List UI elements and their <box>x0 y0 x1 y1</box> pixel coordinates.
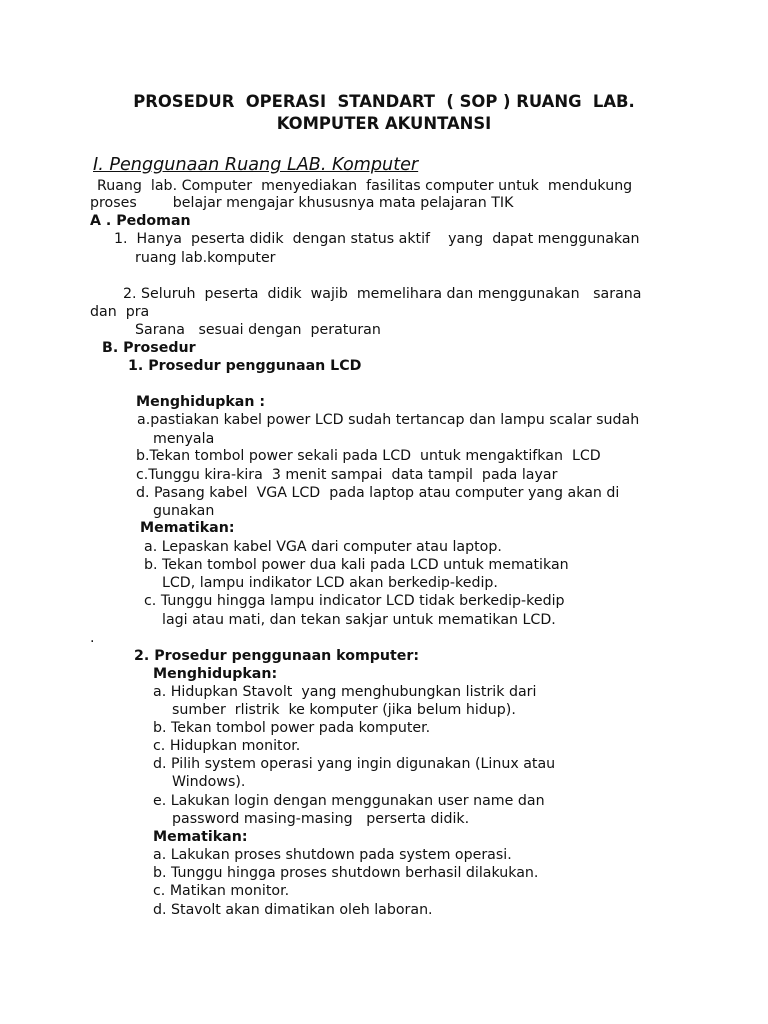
lcd-off-step-a: a. Lepaskan kabel VGA dari computer atau laptop. <box>144 539 502 555</box>
pedoman-item2-line1: 2. Seluruh peserta didik wajib memelihara dan menggunakan sarana <box>123 286 642 302</box>
lcd-on-step-d-line2: gunakan <box>153 503 215 519</box>
pedoman-heading: A . Pedoman <box>90 213 191 229</box>
prosedur-heading: B. Prosedur <box>102 340 196 356</box>
komputer-on-heading: Menghidupkan: <box>153 666 278 682</box>
komputer-on-step-a-line1: a. Hidupkan Stavolt yang menghubungkan listrik dari <box>153 684 537 700</box>
lcd-on-step-a-line1: a.pastiakan kabel power LCD sudah tertancap dan lampu scalar sudah <box>137 412 640 428</box>
lcd-on-heading: Menghidupkan : <box>136 394 266 410</box>
lcd-on-step-a-line2: menyala <box>153 431 215 447</box>
komputer-heading: 2. Prosedur penggunaan komputer: <box>134 648 420 664</box>
komputer-on-step-d-line1: d. Pilih system operasi yang ingin digunakan (Linux atau <box>153 756 556 772</box>
komputer-off-step-c: c. Matikan monitor. <box>153 883 290 899</box>
lcd-on-step-d-line1: d. Pasang kabel VGA LCD pada laptop atau computer yang akan di <box>136 485 620 501</box>
komputer-off-step-d: d. Stavolt akan dimatikan oleh laboran. <box>153 902 433 918</box>
section1-intro-line2: proses belajar mengajar khususnya mata pelajaran TIK <box>90 195 514 211</box>
komputer-on-step-e-line2: password masing-masing perserta didik. <box>172 811 470 827</box>
lcd-heading: 1. Prosedur penggunaan LCD <box>128 358 362 374</box>
lcd-on-step-c: c.Tunggu kira-kira 3 menit sampai data tampil pada layar <box>136 467 558 483</box>
section1-heading: I. Penggunaan Ruang LAB. Komputer <box>93 155 419 175</box>
document-title-line1: PROSEDUR OPERASI STANDART ( SOP ) RUANG LAB. <box>133 92 635 111</box>
section1-intro-line1: Ruang lab. Computer menyediakan fasilitas computer untuk mendukung <box>97 178 633 194</box>
komputer-on-step-a-line2: sumber rlistrik ke komputer (jika belum hidup). <box>172 702 516 718</box>
komputer-on-step-b: b. Tekan tombol power pada komputer. <box>153 720 431 736</box>
komputer-on-step-e-line1: e. Lakukan login dengan menggunakan user name dan <box>153 793 545 809</box>
document-title-line2: KOMPUTER AKUNTANSI <box>276 114 492 133</box>
lcd-off-step-c-line2: lagi atau mati, dan tekan sakjar untuk mematikan LCD. <box>162 612 556 628</box>
komputer-off-step-a: a. Lakukan proses shutdown pada system operasi. <box>153 847 512 863</box>
lcd-off-step-c-line1: c. Tunggu hingga lampu indicator LCD tidak berkedip-kedip <box>144 593 565 609</box>
lcd-off-step-b-line2: LCD, lampu indikator LCD akan berkedip-kedip. <box>162 575 498 591</box>
pedoman-item2-line3: Sarana sesuai dengan peraturan <box>135 322 381 338</box>
stray-dot: . <box>90 630 95 646</box>
komputer-on-step-d-line2: Windows). <box>172 774 246 790</box>
lcd-off-heading: Mematikan: <box>140 520 235 536</box>
komputer-off-step-b: b. Tunggu hingga proses shutdown berhasil dilakukan. <box>153 865 539 881</box>
pedoman-item1-line2: ruang lab.komputer <box>135 250 276 266</box>
lcd-off-step-b-line1: b. Tekan tombol power dua kali pada LCD untuk mematikan <box>144 557 569 573</box>
komputer-off-heading: Mematikan: <box>153 829 248 845</box>
pedoman-item1-line1: 1. Hanya peserta didik dengan status aktif yang dapat menggunakan <box>114 231 640 247</box>
pedoman-item2-line2: dan pra <box>90 304 150 320</box>
lcd-on-step-b: b.Tekan tombol power sekali pada LCD untuk mengaktifkan LCD <box>136 448 601 464</box>
komputer-on-step-c: c. Hidupkan monitor. <box>153 738 301 754</box>
